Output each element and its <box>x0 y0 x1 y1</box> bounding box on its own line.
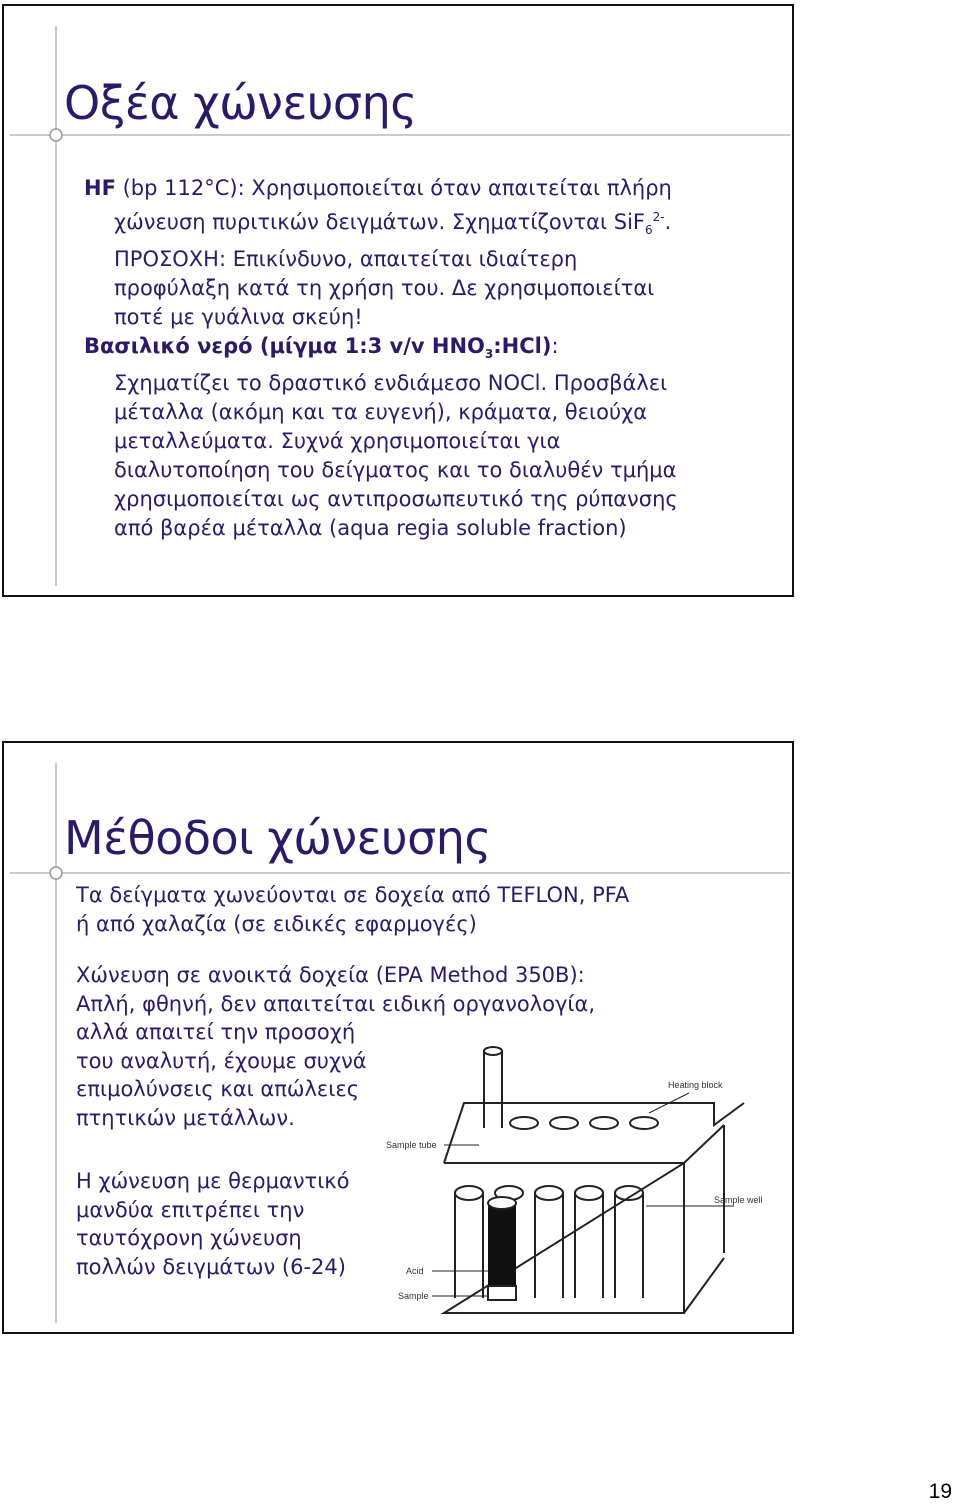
methods-para-1 <box>76 881 629 938</box>
hf-line-1 <box>84 174 678 203</box>
hf-line-4: προφύλαξη κατά τη χρήση του. Δε χρησιμοποιείται <box>114 276 655 301</box>
heating-block-figure <box>384 1043 784 1333</box>
aq-line-5: διαλυτοποίηση του δείγματος και το διαλυθέν τμήμα <box>114 458 677 483</box>
aq-line-7: από βαρέα μέταλλα (aqua regia soluble fraction) <box>114 516 627 541</box>
slide-methods <box>2 741 794 1334</box>
aq-line-2: Σχηματίζει το δραστικό ενδιάμεσο NOCl. Προσβάλει <box>114 371 668 396</box>
aq-label: :HCl) <box>493 334 552 359</box>
label-sample-tube: Sample tube <box>386 1140 437 1150</box>
aq-line-3: μέταλλα (ακόμη και τα ευγενή), κράματα, θειούχα <box>114 400 648 425</box>
hf-subscript: 6 <box>645 223 653 238</box>
aq-line-6: χρησιμοποιείται ως αντιπροσωπευτικό της ρύπανσης <box>114 487 678 512</box>
label-acid: Acid <box>406 1266 424 1276</box>
text-line: πολλών δειγμάτων (6-24) <box>76 1254 346 1279</box>
text-line: ταυτόχρονη χώνευση <box>76 1226 302 1250</box>
hf-superscript: 2- <box>652 210 665 224</box>
aq-label: Βασιλικό νερό (μίγμα 1:3 v/v HNO <box>84 334 485 359</box>
hf-text: . <box>664 210 672 234</box>
text-line: του αναλυτή, έχουμε συχνά <box>76 1048 367 1073</box>
methods-para-3 <box>76 1167 350 1281</box>
text-line: ή από χαλαζία (σε ειδικές εφαρμογές) <box>76 911 477 936</box>
label-sample: Sample <box>398 1291 429 1301</box>
text-line: Απλή, φθηνή, δεν απαιτείται ειδική οργανολογία, <box>76 991 596 1016</box>
text-line: μανδύα επιτρέπει την <box>76 1197 305 1222</box>
aq-subscript: 3 <box>484 347 494 362</box>
text-line: πτητικών μετάλλων. <box>76 1105 295 1130</box>
slide-acids <box>2 4 794 597</box>
page-number: 19 <box>928 1480 952 1503</box>
slide-title: Μέθοδοι χώνευσης <box>64 811 491 865</box>
aq-line-1 <box>84 332 678 369</box>
text-line: αλλά απαιτεί την προσοχή <box>76 1020 356 1044</box>
hf-label: HF <box>84 176 116 200</box>
hf-line-2 <box>84 203 678 245</box>
text-line: επιμολύνσεις και απώλειες <box>76 1077 360 1101</box>
aq-colon: : <box>551 334 559 359</box>
hf-text: (bp 112°C): Χρησιμοποιείται όταν απαιτείται πλήρη <box>115 176 672 200</box>
text-line: Η χώνευση με θερμαντικό <box>76 1169 350 1193</box>
hf-line-3: ΠΡΟΣΟΧΗ: Επικίνδυνο, απαιτείται ιδιαίτερη <box>114 247 578 272</box>
text-line: Χώνευση σε ανοικτά δοχεία (EPA Method 350B): <box>76 963 585 987</box>
hf-line-5: ποτέ με γυάλινα σκεύη! <box>114 305 363 330</box>
acid-tube <box>488 1197 516 1300</box>
text-line: Τα δείγματα χωνεύονται σε δοχεία από TEFLON, PFA <box>76 883 630 907</box>
aq-line-4: μεταλλεύματα. Συχνά χρησιμοποιείται για <box>114 429 561 454</box>
label-sample-well: Sample well <box>714 1195 763 1205</box>
label-heating-block: Heating block <box>668 1080 723 1090</box>
slide-title: Οξέα χώνευσης <box>64 76 417 130</box>
hf-text: χώνευση πυριτικών δειγμάτων. Σχηματίζονται SiF <box>114 210 646 234</box>
acids-body <box>84 174 678 543</box>
